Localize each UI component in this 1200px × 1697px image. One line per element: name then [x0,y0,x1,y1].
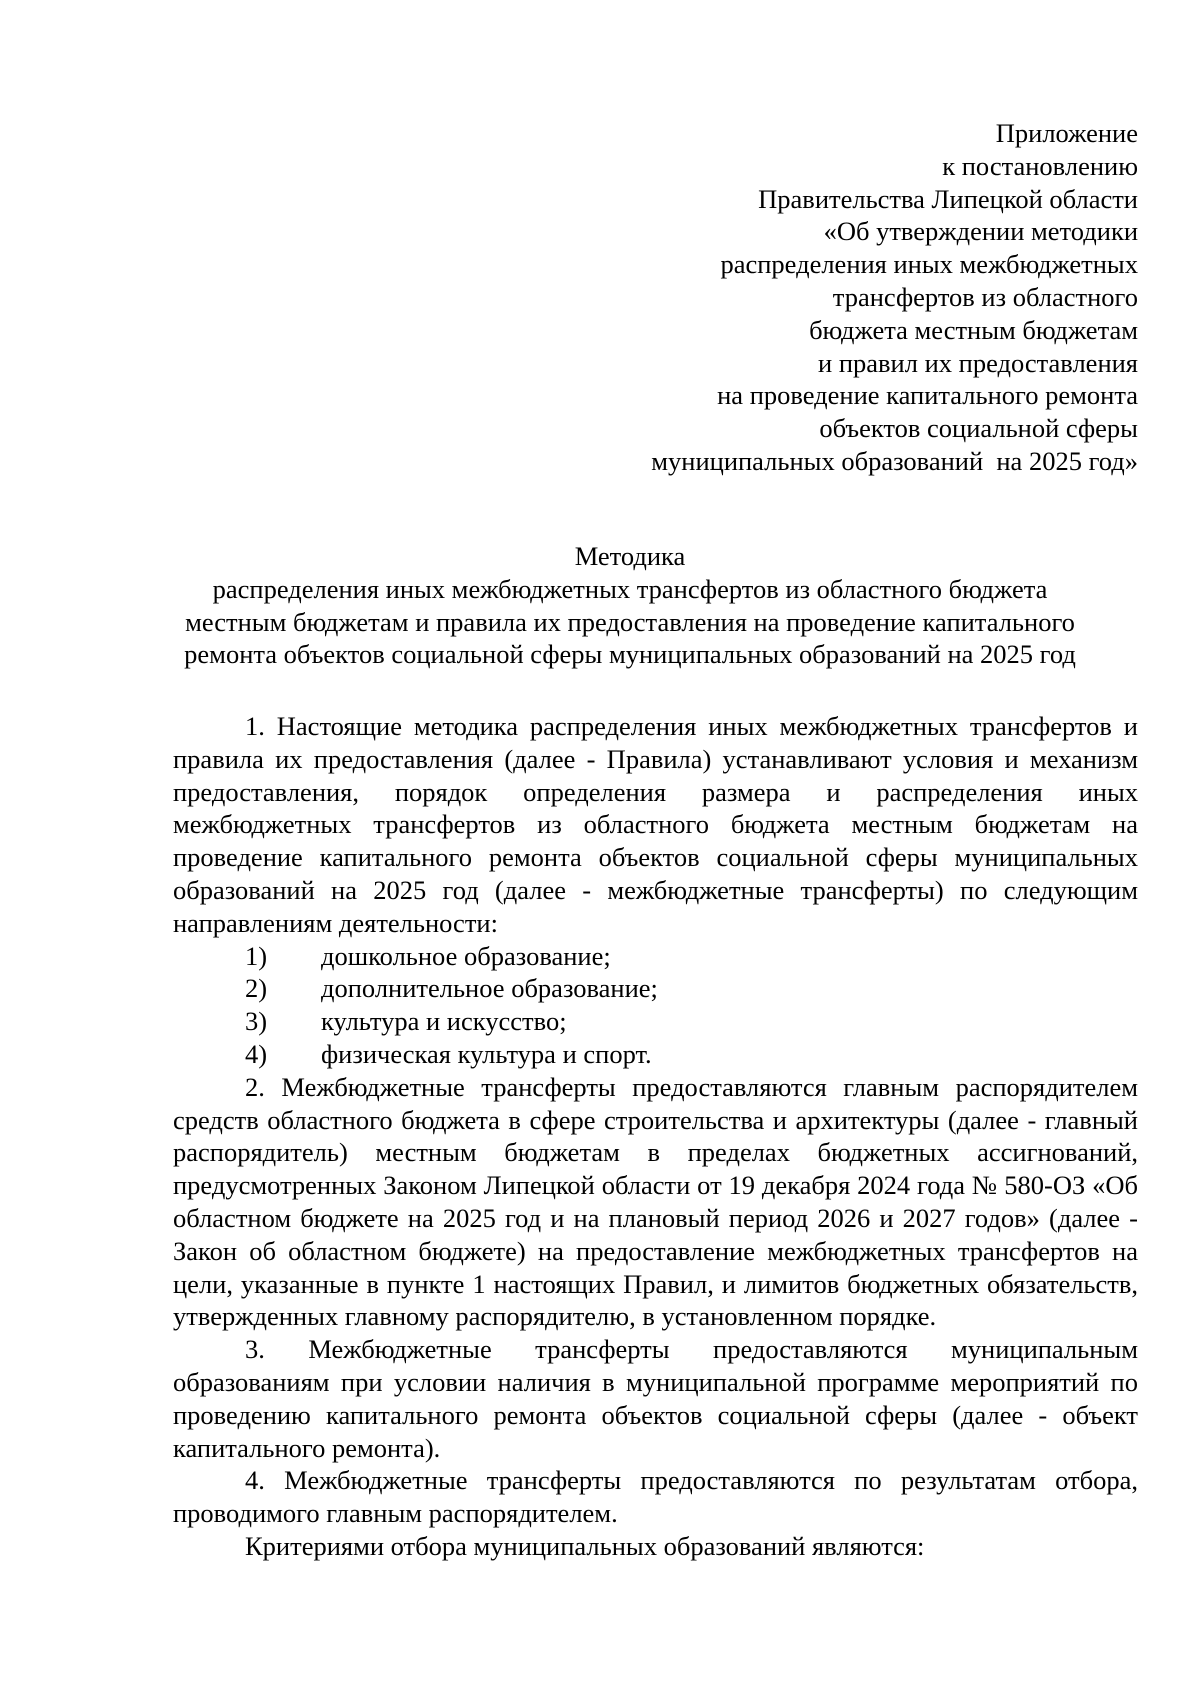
approval-block [518,117,1138,478]
title-heading: Методика [574,541,686,571]
approval-line: к постановлению [942,150,1138,181]
list-item [173,940,1138,973]
approval-line: «Об утверждении методики [823,216,1138,247]
approval-line: бюджета местным бюджетам [809,314,1138,345]
approval-line: распределения иных межбюджетных [720,249,1138,280]
list-number: 4) [245,1038,268,1069]
list-item [173,972,1138,1005]
title-line: распределения иных межбюджетных трансфертов из областного бюджета [212,573,1048,604]
approval-line: и правил их предоставления [818,347,1138,378]
approval-line: на проведение капитального ремонта [717,380,1138,411]
approval-line: объектов социальной сферы [819,413,1138,444]
list-number: 2) [245,973,268,1004]
title-line: местным бюджетам и правила их предоставления на проведение капитального [185,606,1075,637]
approval-line: Приложение [995,118,1138,148]
list-text: дошкольное образование; [321,940,611,971]
list-text: культура и искусство; [321,1006,567,1037]
list-number: 3) [245,1006,268,1037]
list-number: 1) [245,940,268,971]
document-body [173,710,1138,1563]
list-text: физическая культура и спорт. [321,1038,652,1069]
list-text: дополнительное образование; [321,973,658,1004]
paragraph-3: 3. Межбюджетные трансферты предоставляются муниципальным образованиям при условии наличия в муниципальной программе мероприятий по проведению капитального ремонта объектов социальной сферы (далее - объект капитального ремонта). [173,1334,1138,1463]
list-item [173,1005,1138,1038]
title-line: ремонта объектов социальной сферы муниципальных образований на 2025 год [184,639,1076,670]
list-item [173,1038,1138,1071]
approval-line: Правительства Липецкой области [758,183,1138,214]
paragraph-1: 1. Настоящие методика распределения иных межбюджетных трансфертов и правила их предоставления (далее - Правила) устанавливают условия и механизм предоставления, порядок определения размера и распределения иных межбюджетных трансфертов из областного бюджета местным бюджетам на проведение капитального ремонта объектов социальной сферы муниципальных образований на 2025 год (далее - межбюджетные трансферты) по следующим направлениям деятельности: [173,711,1138,938]
approval-line: трансфертов из областного [832,281,1138,312]
document-title [150,540,1110,671]
approval-line: муниципальных образований на 2025 год» [651,445,1138,476]
paragraph-5: Критериями отбора муниципальных образований являются: [245,1530,925,1561]
paragraph-4: 4. Межбюджетные трансферты предоставляются по результатам отбора, проводимого главным распорядителем. [173,1465,1138,1529]
paragraph-2: 2. Межбюджетные трансферты предоставляются главным распорядителем средств областного бюджета в сфере строительства и архитектуры (далее - главный распорядитель) местным бюджетам в пределах бюджетных ассигнований, предусмотренных Законом Липецкой области от 19 декабря 2024 года № 580-ОЗ «Об областном бюджете на 2025 год и на плановый период 2026 и 2027 годов» (далее - Закон об областном бюджете) на предоставление межбюджетных трансфертов на цели, указанные в пункте 1 настоящих Правил, и лимитов бюджетных обязательств, утвержденных главному распорядителю, в установленном порядке. [173,1071,1138,1332]
